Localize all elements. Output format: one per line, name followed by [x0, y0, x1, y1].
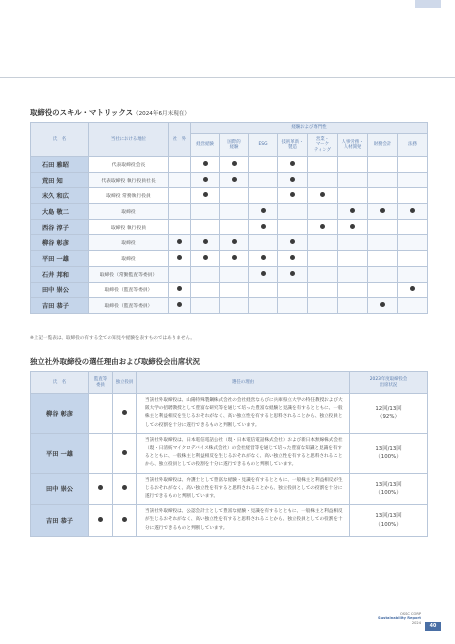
- filled-dot-icon: [290, 192, 295, 197]
- filled-dot-icon: [177, 286, 182, 291]
- director-name: 石田 雅昭: [31, 157, 89, 173]
- matrix-cell: [169, 298, 191, 314]
- footer-brand: [378, 612, 421, 625]
- director-position: 取締役: [89, 251, 169, 267]
- matrix-cell: [338, 282, 368, 298]
- matrix-cell: [338, 235, 368, 251]
- matrix-cell: [398, 219, 428, 235]
- matrix-cell: [308, 219, 338, 235]
- corner-tab: [415, 0, 441, 8]
- director-position: 代表取締役 執行役員社長: [89, 172, 169, 188]
- matrix-cell: [249, 188, 278, 204]
- filled-dot-icon: [380, 208, 385, 213]
- filled-dot-icon: [380, 302, 385, 307]
- skills-footnote: ※上記一覧表は、取締役の有する全ての知見や経験を表すものではありません。: [30, 336, 195, 341]
- table-row: [31, 505, 428, 537]
- matrix-cell: [308, 157, 338, 173]
- matrix-cell: [398, 157, 428, 173]
- matrix-cell: [278, 282, 308, 298]
- matrix-cell: [278, 219, 308, 235]
- table-row: [31, 266, 428, 282]
- filled-dot-icon: [203, 239, 208, 244]
- director-position: 取締役: [89, 235, 169, 251]
- filled-dot-icon: [350, 224, 355, 229]
- filled-dot-icon: [261, 271, 266, 276]
- matrix-cell: [338, 172, 368, 188]
- attendance-status: 12回/13回 （92%）: [350, 394, 428, 434]
- matrix-cell: [169, 235, 191, 251]
- matrix-cell: [169, 172, 191, 188]
- director-position: 取締役（常勤監査等委員）: [89, 266, 169, 282]
- filled-dot-icon: [203, 177, 208, 182]
- filled-dot-icon: [122, 485, 127, 490]
- attendance-status: 13回/13回 （100%）: [350, 473, 428, 505]
- header-independent: 独立役員: [113, 372, 137, 394]
- matrix-cell: [368, 235, 398, 251]
- matrix-cell: [368, 204, 398, 220]
- header-skill: 人事労務・ 人材開発: [338, 134, 368, 157]
- director-position: 取締役 執行役員: [89, 219, 169, 235]
- matrix-cell: [278, 172, 308, 188]
- director-name: 石井 邦和: [31, 266, 89, 282]
- filled-dot-icon: [122, 517, 127, 522]
- filled-dot-icon: [261, 208, 266, 213]
- director-name: 柳谷 彰彦: [31, 235, 89, 251]
- attendance-status: 13回/13回 （100%）: [350, 505, 428, 537]
- filled-dot-icon: [232, 161, 237, 166]
- table-row: [31, 235, 428, 251]
- director-name: 田中 崇公: [31, 282, 89, 298]
- director-name: 吉田 恭子: [31, 298, 89, 314]
- header-skill: 法務: [398, 134, 428, 157]
- selection-reason: 当該社外取締役は、弁護士として豊富な経験・見識を有するとともに、一般株主と利益相反が生じるおそれがなく、高い独立性を有すると思料されることから、独立役員としての役割を十分に遂行できるものと判断しています。: [137, 473, 350, 505]
- matrix-cell: [89, 473, 113, 505]
- matrix-cell: [220, 251, 249, 267]
- matrix-cell: [191, 219, 220, 235]
- header-attendance: 2023年度取締役会 出席状況: [350, 372, 428, 394]
- matrix-cell: [169, 251, 191, 267]
- matrix-cell: [278, 204, 308, 220]
- director-position: 代表取締役会長: [89, 157, 169, 173]
- director-position: 取締役 常務執行役員: [89, 188, 169, 204]
- matrix-cell: [338, 266, 368, 282]
- matrix-cell: [368, 266, 398, 282]
- filled-dot-icon: [290, 271, 295, 276]
- header-skill: 財務会計: [368, 134, 398, 157]
- matrix-cell: [169, 204, 191, 220]
- matrix-cell: [220, 298, 249, 314]
- matrix-cell: [308, 204, 338, 220]
- skills-section-title: [30, 107, 190, 118]
- filled-dot-icon: [203, 161, 208, 166]
- attendance-status: 13回/13回 （100%）: [350, 433, 428, 473]
- director-position: 取締役（監査等委員）: [89, 282, 169, 298]
- header-skill: 経営経験: [191, 134, 220, 157]
- matrix-cell: [191, 251, 220, 267]
- table-row: [31, 219, 428, 235]
- matrix-cell: [191, 282, 220, 298]
- filled-dot-icon: [232, 239, 237, 244]
- filled-dot-icon: [232, 255, 237, 260]
- matrix-cell: [338, 251, 368, 267]
- filled-dot-icon: [261, 224, 266, 229]
- outside-directors-table: [30, 371, 428, 537]
- matrix-cell: [191, 204, 220, 220]
- table-row: [31, 204, 428, 220]
- filled-dot-icon: [290, 177, 295, 182]
- footer-year: 2024: [411, 620, 421, 625]
- director-position: 取締役: [89, 204, 169, 220]
- filled-dot-icon: [290, 255, 295, 260]
- filled-dot-icon: [177, 239, 182, 244]
- header-skills-group: 経験および専門性: [191, 123, 428, 134]
- matrix-cell: [249, 298, 278, 314]
- header-rule: [0, 77, 455, 78]
- filled-dot-icon: [122, 410, 127, 415]
- filled-dot-icon: [232, 177, 237, 182]
- skills-matrix-table: [30, 122, 428, 314]
- header-audit: 監査等 委員: [89, 372, 113, 394]
- filled-dot-icon: [350, 208, 355, 213]
- selection-reason: 当該社外取締役は、山陽特殊製鋼株式会社の会社経営ならびに兵庫県立大学の特任教授および大阪大学の招聘教授として豊富な研究等を通じて培った豊富な経験と見識を有するとともに、一般株主と利益相反を生じるおそれがなく、高い独立性を有すると思料されることから、独立役員としての役割を十分に遂行できるものと判断しています。: [137, 394, 350, 434]
- matrix-cell: [169, 219, 191, 235]
- matrix-cell: [308, 298, 338, 314]
- table-row: [31, 172, 428, 188]
- matrix-cell: [113, 473, 137, 505]
- outside-section-title: 独立社外取締役の選任理由および取締役会出席状況: [30, 357, 200, 366]
- matrix-cell: [278, 251, 308, 267]
- matrix-cell: [220, 188, 249, 204]
- matrix-cell: [249, 266, 278, 282]
- filled-dot-icon: [177, 302, 182, 307]
- matrix-cell: [249, 157, 278, 173]
- director-name: 末久 和広: [31, 188, 89, 204]
- table-row: [31, 188, 428, 204]
- matrix-cell: [191, 157, 220, 173]
- filled-dot-icon: [410, 208, 415, 213]
- table-row: [31, 394, 428, 434]
- director-name: 西谷 淳子: [31, 219, 89, 235]
- matrix-cell: [249, 204, 278, 220]
- matrix-cell: [308, 235, 338, 251]
- matrix-cell: [368, 172, 398, 188]
- matrix-cell: [191, 235, 220, 251]
- page-number: 40: [425, 622, 441, 631]
- filled-dot-icon: [261, 255, 266, 260]
- matrix-cell: [338, 157, 368, 173]
- matrix-cell: [249, 172, 278, 188]
- matrix-cell: [220, 157, 249, 173]
- matrix-cell: [368, 219, 398, 235]
- matrix-cell: [368, 157, 398, 173]
- matrix-cell: [278, 235, 308, 251]
- selection-reason: 当該社外取締役は、日本電信電話公社（現・日本電信電話株式会社）および新日本無線株式会社（現・日清紡マイクロデバイス株式会社）の会社経営等を通じて培った豊富な知識と見識を有するとともに、一般株主と利益相反を生じるおそれがなく、高い独立性を有すると思料されることから、独立役員としての役割を十分に遂行できるものと判断しています。: [137, 433, 350, 473]
- footer-report: Sustainability Report: [378, 616, 421, 621]
- matrix-cell: [169, 282, 191, 298]
- matrix-cell: [191, 188, 220, 204]
- matrix-cell: [169, 188, 191, 204]
- matrix-cell: [113, 394, 137, 434]
- director-position: 取締役（監査等委員）: [89, 298, 169, 314]
- header-reason: 選任の理由: [137, 372, 350, 394]
- director-name: 吉田 恭子: [31, 505, 89, 537]
- filled-dot-icon: [98, 517, 103, 522]
- matrix-cell: [368, 188, 398, 204]
- matrix-cell: [368, 251, 398, 267]
- header-name: 氏 名: [31, 123, 89, 157]
- matrix-cell: [278, 157, 308, 173]
- filled-dot-icon: [203, 192, 208, 197]
- table-row: [31, 433, 428, 473]
- matrix-cell: [338, 298, 368, 314]
- filled-dot-icon: [320, 224, 325, 229]
- matrix-cell: [113, 433, 137, 473]
- matrix-cell: [191, 266, 220, 282]
- director-name: 柳谷 彰彦: [31, 394, 89, 434]
- matrix-cell: [89, 505, 113, 537]
- table-row: [31, 282, 428, 298]
- matrix-cell: [169, 157, 191, 173]
- matrix-cell: [278, 266, 308, 282]
- director-name: 田中 崇公: [31, 473, 89, 505]
- director-name: 平田 一雄: [31, 433, 89, 473]
- header-name: 氏 名: [31, 372, 89, 394]
- table-row: [31, 251, 428, 267]
- matrix-cell: [249, 219, 278, 235]
- header-skill: ESG: [249, 134, 278, 157]
- director-name: 平田 一雄: [31, 251, 89, 267]
- header-position: 当社における地位: [89, 123, 169, 157]
- matrix-cell: [278, 188, 308, 204]
- matrix-cell: [308, 266, 338, 282]
- filled-dot-icon: [320, 192, 325, 197]
- matrix-cell: [368, 282, 398, 298]
- director-name: 荒田 知: [31, 172, 89, 188]
- matrix-cell: [191, 172, 220, 188]
- matrix-cell: [113, 505, 137, 537]
- matrix-cell: [89, 394, 113, 434]
- matrix-cell: [398, 235, 428, 251]
- skills-title-text: 取締役のスキル・マトリックス: [30, 108, 134, 117]
- matrix-cell: [398, 188, 428, 204]
- director-name: 大島 敬二: [31, 204, 89, 220]
- matrix-cell: [368, 298, 398, 314]
- matrix-cell: [191, 298, 220, 314]
- matrix-cell: [308, 282, 338, 298]
- table-row: [31, 157, 428, 173]
- matrix-cell: [398, 266, 428, 282]
- matrix-cell: [398, 251, 428, 267]
- matrix-cell: [220, 172, 249, 188]
- header-skill: 国際的 経験: [220, 134, 249, 157]
- matrix-cell: [220, 204, 249, 220]
- matrix-cell: [249, 235, 278, 251]
- filled-dot-icon: [122, 450, 127, 455]
- matrix-cell: [398, 282, 428, 298]
- filled-dot-icon: [98, 485, 103, 490]
- matrix-cell: [308, 172, 338, 188]
- header-skill: 技術革新・ 製造: [278, 134, 308, 157]
- matrix-cell: [220, 282, 249, 298]
- table-row: [31, 298, 428, 314]
- header-outside: 社 外: [169, 123, 191, 157]
- matrix-cell: [308, 251, 338, 267]
- matrix-cell: [169, 266, 191, 282]
- filled-dot-icon: [177, 255, 182, 260]
- skills-as-of: （2024年6月末現在）: [133, 111, 190, 117]
- matrix-cell: [220, 235, 249, 251]
- matrix-cell: [398, 204, 428, 220]
- footer-company: OSSC CORP: [399, 612, 421, 616]
- matrix-cell: [278, 298, 308, 314]
- matrix-cell: [220, 266, 249, 282]
- header-skill: 営業・ マーケ ティング: [308, 134, 338, 157]
- matrix-cell: [308, 188, 338, 204]
- selection-reason: 当該社外取締役は、公認会計士として豊富な経験・見識を有するとともに、一般株主と利益相反が生じるおそれがなく、高い独立性を有すると思料されることから、独立役員としての役割を十分に遂行できるものと判断しています。: [137, 505, 350, 537]
- filled-dot-icon: [290, 161, 295, 166]
- matrix-cell: [220, 219, 249, 235]
- filled-dot-icon: [290, 239, 295, 244]
- matrix-cell: [338, 204, 368, 220]
- matrix-cell: [338, 219, 368, 235]
- filled-dot-icon: [410, 286, 415, 291]
- matrix-cell: [89, 433, 113, 473]
- matrix-cell: [338, 188, 368, 204]
- matrix-cell: [249, 251, 278, 267]
- matrix-cell: [398, 298, 428, 314]
- matrix-cell: [249, 282, 278, 298]
- matrix-cell: [398, 172, 428, 188]
- table-row: [31, 473, 428, 505]
- filled-dot-icon: [203, 255, 208, 260]
